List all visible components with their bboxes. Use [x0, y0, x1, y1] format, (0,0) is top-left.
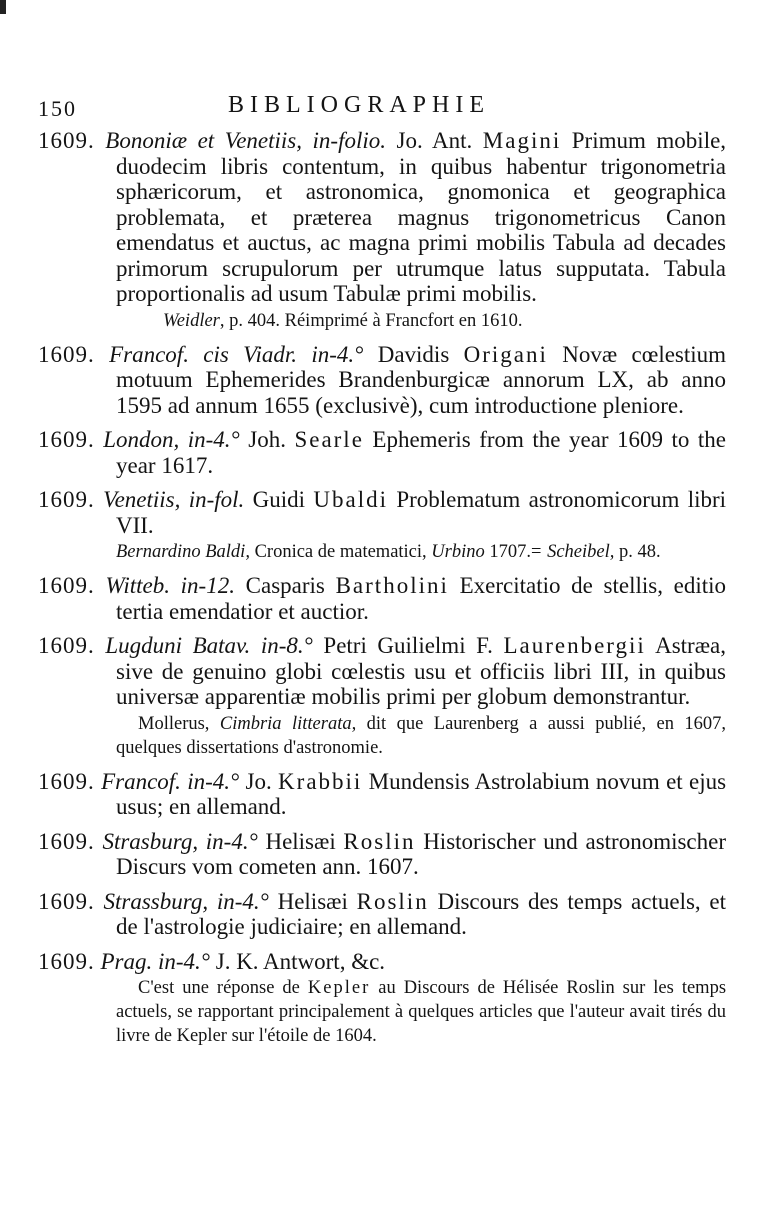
entry-place: Bononiæ et Venetiis, in-folio.	[105, 128, 386, 153]
note-title: Cimbria litterata,	[219, 713, 357, 734]
note-source: Scheibel,	[547, 542, 615, 562]
entry-title: Historischer und astronomischer Discurs vom cometen ann. 1607.	[116, 828, 726, 879]
note-source: Weidler	[163, 310, 220, 331]
entry-main	[38, 949, 726, 975]
entry-note	[38, 309, 726, 333]
entry-author: Origani	[463, 341, 548, 367]
bibliography-entry	[38, 573, 726, 624]
bibliography-entry	[38, 427, 726, 478]
entry-forename: Casparis	[245, 573, 325, 598]
entry-main	[38, 342, 726, 419]
entry-place: Francof. in-4.°	[101, 768, 240, 794]
entry-year: 1609.	[38, 948, 95, 974]
entry-place: Strasburg, in-4.°	[102, 828, 258, 854]
entry-year: 1609.	[38, 128, 95, 153]
entry-title: Ephemeris from the year 1609 to the year 1617.	[116, 427, 727, 478]
entry-main	[38, 487, 726, 538]
bibliography-entry	[38, 769, 726, 820]
page-number: 150	[38, 96, 77, 121]
entry-title: Exercitatio de stellis, editio tertia emendatior et auctior.	[116, 573, 727, 624]
entry-author: Krabbii	[278, 768, 363, 794]
entry-place: London, in-4.°	[103, 427, 240, 452]
entry-author: Searle	[294, 427, 364, 452]
page-edge-mark	[0, 0, 6, 14]
bibliography-list	[38, 128, 726, 1057]
entry-year: 1609.	[38, 341, 95, 367]
entry-main	[38, 829, 726, 880]
entry-forename: Petri Guilielmi F.	[323, 633, 493, 658]
entry-forename: Helisæi	[265, 828, 336, 854]
entry-title: J. K. Antwort, &c.	[215, 948, 386, 974]
entry-title: Primum mobile, duodecim libris contentum, in quibus habentur trigonometria sphæricorum, et astronomica, gnomonica et geographica problemata, et præterea magnus trigonometricus Canon emendatus et auctus, ac magna primi mobilis Tabula ad decades primorum scrupulorum per utrumque latus supputata. Tabula proportionalis ad usum Tabulæ primi mobilis.	[116, 128, 727, 306]
entry-author: Bartholini	[335, 573, 449, 598]
entry-year: 1609.	[38, 888, 95, 914]
entry-year: 1609.	[38, 768, 95, 794]
entry-place: Prag. in-4.°	[100, 948, 210, 974]
entry-note	[38, 540, 726, 564]
note-text-rest: au Discours de Hélisée Roslin sur les temps actuels, se rapportant principalement à quelques articles que l'auteur avait tirés du livre de Kepler sur l'étoile de 1604.	[116, 978, 727, 1046]
note-page: p. 48.	[618, 542, 661, 562]
bibliography-entry	[38, 128, 726, 333]
entry-author: Laurenbergii	[503, 633, 646, 658]
note-year: 1707.	[489, 542, 531, 562]
entry-place: Strassburg, in-4.°	[103, 888, 269, 914]
bibliography-entry	[38, 487, 726, 564]
entry-year: 1609.	[38, 633, 95, 658]
entry-year: 1609.	[38, 487, 95, 512]
entry-forename: Jo.	[245, 768, 272, 794]
entry-author: Roslin	[343, 828, 416, 854]
bibliography-entry	[38, 829, 726, 880]
entry-author: Ubaldi	[313, 487, 388, 512]
note-separator: =	[531, 542, 543, 562]
note-author: Bernardino Baldi,	[116, 542, 250, 562]
entry-year: 1609.	[38, 573, 95, 598]
entry-forename: Jo. Ant.	[396, 128, 473, 153]
entry-place: Witteb. in-12.	[105, 573, 235, 598]
entry-main	[38, 769, 726, 820]
entry-note	[38, 712, 726, 760]
entry-year: 1609.	[38, 427, 95, 452]
entry-author: Roslin	[356, 888, 429, 914]
note-text: , p. 404. Réimprimé à Francfort en 1610.	[219, 310, 523, 331]
entry-forename: Joh.	[248, 427, 286, 452]
entry-main	[38, 427, 726, 478]
entry-main	[38, 573, 726, 624]
note-place: Urbino	[431, 542, 485, 562]
entry-note	[38, 976, 726, 1048]
bibliography-entry	[38, 633, 726, 760]
note-author: Mollerus,	[138, 713, 210, 734]
bibliography-entry	[38, 949, 726, 1049]
entry-title: Discours des temps actuels, et de l'astrologie judiciaire; en allemand.	[116, 888, 727, 939]
note-text: dit que Laurenberg a aussi publié, en 1607, quelques dissertations d'astronomie.	[116, 713, 727, 758]
note-title: Cronica de matematici,	[254, 542, 427, 562]
note-author: Kepler	[307, 978, 371, 998]
entry-title: Novæ cœlestium motuum Ephemerides Brandenburgicæ annorum LX, ab anno 1595 ad annum 1655 (exclusivè), cum introductione pleniore.	[116, 341, 727, 418]
entry-forename: Davidis	[377, 341, 450, 367]
entry-forename: Guidi	[252, 487, 306, 512]
note-text: C'est une réponse de	[138, 978, 300, 998]
entry-title: Astræa, sive de genuino globi cœlestis usu et officiis libri III, in quibus universæ apparentiæ mobilis primi per globum demonstrantur.	[116, 633, 727, 709]
entry-main	[38, 128, 726, 307]
entry-place: Francof. cis Viadr. in-4.°	[109, 341, 364, 367]
entry-main	[38, 633, 726, 710]
running-title: BIBLIOGRAPHIE	[228, 92, 490, 118]
entry-author: Magini	[482, 128, 562, 153]
page-header	[38, 92, 738, 122]
entry-place: Lugduni Batav. in-8.°	[105, 633, 313, 658]
entry-year: 1609.	[38, 828, 95, 854]
entry-main	[38, 889, 726, 940]
bibliography-entry	[38, 889, 726, 940]
entry-place: Venetiis, in-fol.	[103, 487, 245, 512]
bibliography-entry	[38, 342, 726, 419]
entry-forename: Helisæi	[277, 888, 348, 914]
entry-title: Problematum astronomicorum libri VII.	[116, 487, 727, 538]
entry-title: Mundensis Astrolabium novum et ejus usus; en allemand.	[116, 768, 727, 819]
